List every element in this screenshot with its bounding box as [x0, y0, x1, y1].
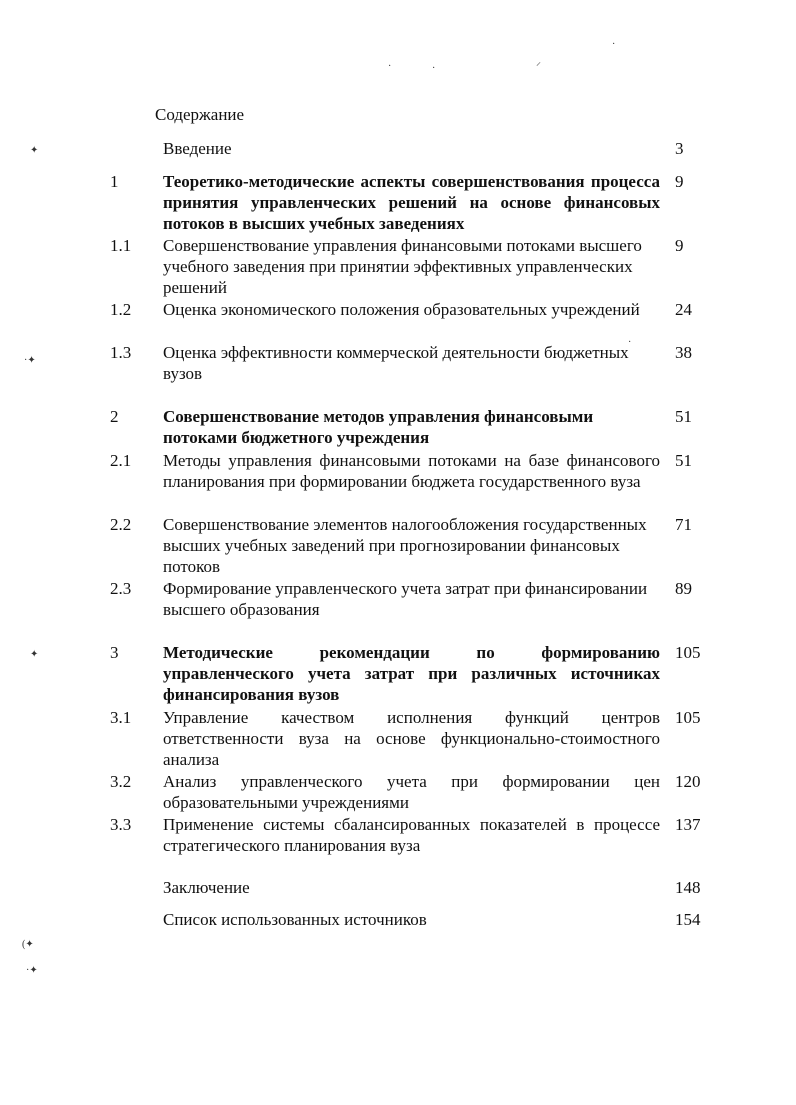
toc-entry-text: Совершенствование элементов налогообложения государственных высших учебных заведений при прогнозировании финансовых потоков — [163, 515, 647, 576]
toc-entry-page: 137 — [675, 815, 701, 834]
toc-entry-number: 3.2 — [110, 772, 132, 791]
toc-entry-text: Введение — [163, 139, 232, 158]
toc-entry-text: Список использованных источников — [163, 910, 427, 929]
toc-entry-page: 154 — [675, 910, 701, 929]
toc-entry-page: 105 — [675, 708, 701, 727]
toc-entry-text: Формирование управленческого учета затрат при финансировании высшего образования — [163, 579, 648, 619]
toc-entry-number: 2.3 — [110, 579, 132, 598]
toc-entry-text: Методы управления финансовыми потоками на базе финансового планирования при формировании бюджета государственного вуза — [163, 451, 660, 491]
toc-entry-text: Теоретико-методические аспекты совершенствования процесса принятия управленческих решений на основе финансовых потоков в высших учебных заведениях — [163, 172, 660, 233]
toc-entry-page: 51 — [675, 407, 692, 426]
toc-entry-text: Совершенствование методов управления финансовыми потоками бюджетного учреждения — [163, 407, 594, 447]
toc-entry-text: Совершенствование управления финансовыми потоками высшего учебного заведения при принятии эффективных управленческих решений — [163, 236, 642, 297]
toc-entry-page: 24 — [675, 300, 692, 319]
toc-entry-text: Заключение — [163, 878, 250, 897]
toc-entry-page: 9 — [675, 172, 684, 191]
toc-entry-number: 1 — [110, 172, 119, 191]
toc-entry-number: 2 — [110, 407, 119, 426]
scan-speck: ·✦ — [26, 965, 38, 976]
toc-entry-number: 3.1 — [110, 708, 132, 727]
toc-entry-text: Управление качеством исполнения функций центров ответственности вуза на основе функционально-стоимостного анализа — [163, 708, 660, 769]
toc-entry-text: Анализ управленческого учета при формировании цен образовательными учреждениями — [163, 772, 660, 812]
toc-entry-page: 9 — [675, 236, 684, 255]
toc-entry-number: 1.1 — [110, 236, 132, 255]
toc-entry-page: 89 — [675, 579, 692, 598]
toc-entry-page: 120 — [675, 772, 701, 791]
toc-entry-number: 1.3 — [110, 343, 132, 362]
scan-speck: ⸝ — [536, 57, 541, 68]
toc-entry-page: 38 — [675, 343, 692, 362]
scan-speck: ✦ — [30, 145, 39, 156]
toc-entry-text: Применение системы сбалансированных показателей в процессе стратегического планирования вуза — [163, 815, 660, 855]
toc-entry-number: 3 — [110, 643, 119, 662]
toc-entry-page: 71 — [675, 515, 692, 534]
toc-entry-number: 2.1 — [110, 451, 132, 470]
toc-entry-number: 2.2 — [110, 515, 132, 534]
scan-speck: · — [612, 39, 616, 50]
toc-entry-number: 3.3 — [110, 815, 132, 834]
scan-speck: ·✦ — [24, 355, 36, 366]
scan-speck: (✦ — [22, 939, 34, 950]
toc-entry-number: 1.2 — [110, 300, 132, 319]
toc-entry-text: Оценка эффективности коммерческой деятельности бюджетных вузов — [163, 343, 629, 383]
scan-speck: ✦ — [30, 649, 39, 660]
toc-title: Содержание — [155, 105, 245, 124]
toc-entry-text: Оценка экономического положения образовательных учреждений — [163, 300, 640, 319]
scan-speck: · — [388, 61, 392, 72]
toc-entry-page: 51 — [675, 451, 692, 470]
scan-speck: · — [432, 63, 436, 74]
scan-speck: · — [628, 337, 632, 348]
toc-entry-text: Методические рекомендации по формированию управленческого учета затрат при различных источниках финансирования вузов — [163, 643, 660, 704]
toc-entry-page: 148 — [675, 878, 701, 897]
toc-entry-page: 105 — [675, 643, 701, 662]
toc-entry-page: 3 — [675, 139, 684, 158]
